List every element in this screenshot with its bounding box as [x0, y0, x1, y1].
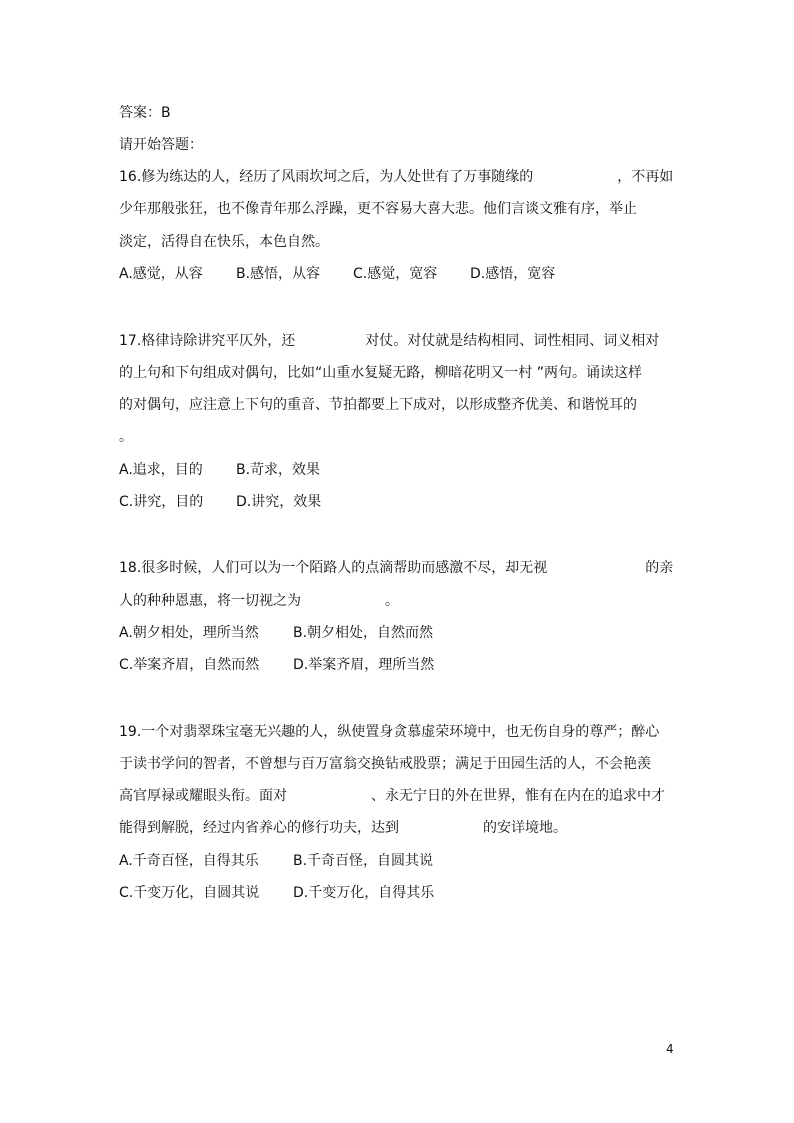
question-18-line-2: 人的种种恩惠，将一切视之为 。: [119, 593, 399, 609]
question-17-line-2: 的上句和下句组成对偶句，比如“山重水复疑无路，柳暗花明又一村 ”两句。诵读这样: [119, 365, 642, 381]
question-16-line-2: 少年那般张狂，也不像青年那么浮躁，更不容易大喜大悲。他们言谈文雅有序，举止: [119, 201, 637, 217]
question-19-options-row-1: [119, 851, 433, 871]
option-b: B.千奇百怪，自圆其说: [293, 853, 434, 869]
option-d: D.感悟，宽容: [470, 266, 556, 282]
question-17-line-3: 的对偶句，应注意上下句的重音、节拍都要上下成对，以形成整齐优美、和谐悦耳的: [119, 397, 637, 413]
question-16-line-1: 16.修为练达的人，经历了风雨坎坷之后，为人处世有了万事随缘的 ，不再如: [119, 169, 674, 185]
question-19-line-4: 能得到解脱，经过内省养心的修行功夫，达到 的安详境地。: [119, 820, 567, 836]
question-17-line-4: 。: [119, 429, 133, 445]
question-19-line-3: 高官厚禄或耀眼头衔。面对 、永无宁日的外在世界，惟有在内在的追求中才: [119, 788, 665, 804]
answer-line: 答案：B: [119, 105, 171, 121]
option-c: C.千变万化，自圆其说: [119, 885, 260, 901]
option-d: D.千变万化，自得其乐: [293, 885, 435, 901]
start-prompt: 请开始答题：: [119, 137, 203, 153]
option-d: D.讲究，效果: [236, 494, 322, 510]
question-19-line-1: 19.一个对翡翠珠宝毫无兴趣的人，纵使置身贪慕虚荣环境中，也无伤自身的尊严；醉心: [119, 724, 660, 740]
option-b: B.苛求，效果: [236, 462, 321, 478]
question-17-options-row-1: [119, 460, 320, 480]
question-19-options-row-2: [119, 883, 434, 903]
option-a: A.朝夕相处，理所当然: [119, 625, 259, 641]
question-16-options: [119, 264, 555, 284]
question-18-options-row-2: [119, 655, 434, 675]
option-c: C.感觉，宽容: [353, 266, 438, 282]
option-a: A.追求，目的: [119, 462, 203, 478]
question-17-options-row-2: [119, 492, 321, 512]
page-number: 4: [666, 1042, 674, 1056]
option-a: A.千奇百怪，自得其乐: [119, 853, 259, 869]
option-c: C.举案齐眉，自然而然: [119, 657, 260, 673]
question-18-line-1: 18.很多时候，人们可以为一个陌路人的点滴帮助而感激不尽，却无视 的亲: [119, 560, 674, 576]
question-18-options-row-1: [119, 623, 433, 643]
question-16-line-3: 淡定，活得自在快乐，本色自然。: [119, 234, 329, 250]
question-17-line-1: 17.格律诗除讲究平仄外，还 对仗。对仗就是结构相同、词性相同、词义相对: [119, 333, 660, 349]
option-d: D.举案齐眉，理所当然: [293, 657, 435, 673]
option-b: B.感悟，从容: [236, 266, 321, 282]
option-a: A.感觉，从容: [119, 266, 203, 282]
option-b: B.朝夕相处，自然而然: [293, 625, 434, 641]
question-19-line-2: 于读书学问的智者，不曾想与百万富翁交换钻戒股票；满足于田园生活的人，不会艳羡: [119, 756, 651, 772]
option-c: C.讲究，目的: [119, 494, 204, 510]
